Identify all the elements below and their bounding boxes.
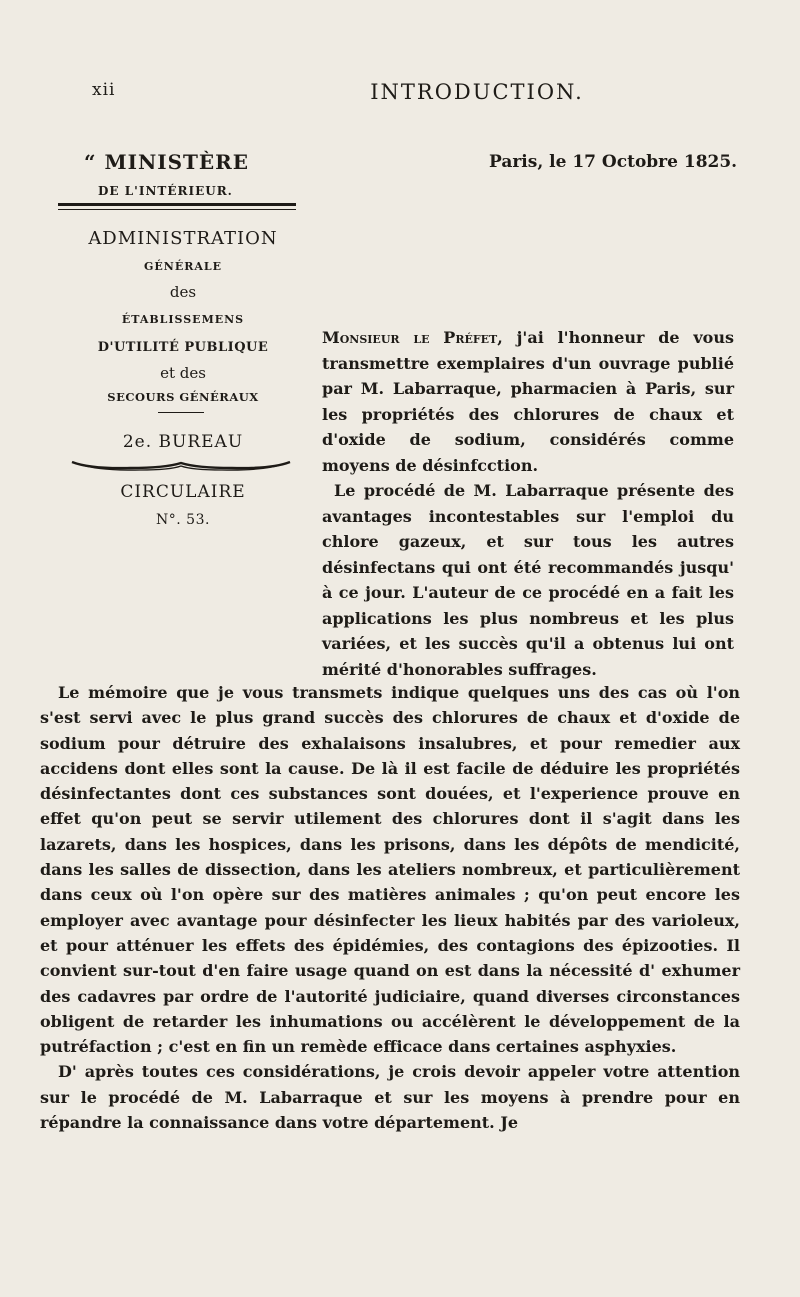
bureau-heading: 2e. BUREAU <box>122 432 244 452</box>
short-rule <box>158 412 204 413</box>
generale-heading: GÉNÉRALE <box>143 260 222 273</box>
circulaire-number: N°. 53. <box>156 512 210 528</box>
interieur-heading: DE L'INTÉRIEUR. <box>98 184 233 198</box>
letter-paragraph-4: D' après toutes ces considérations, je crois devoir appeler votre attention sur le procédé de M. Labarraque et sur les moyens à prendre pour en répandre la connaissance dans votre département. Je <box>40 1062 740 1133</box>
sender-block <box>58 150 318 528</box>
date-line: Paris, le 17 Octobre 1825. <box>489 152 738 172</box>
ornament-rule-icon <box>70 460 292 474</box>
divider-rule <box>58 203 296 206</box>
letter-opening <box>322 325 734 682</box>
salutation: Monsieur le Préfet, <box>322 328 503 347</box>
divider-rule-thin <box>58 209 296 210</box>
letter-body <box>40 680 740 1135</box>
administration-heading: ADMINISTRATION <box>88 228 278 249</box>
letter-paragraph-3: Le mémoire que je vous transmets indique quelques uns des cas où l'on s'est servi avec le plus grand succès des chlorures de chaux et d'oxide de sodium pour détruire des exhalaisons insalubres, et pour remedier aux accidens dont elles sont la cause. De là il est facile de déduire les propriétés désinfectantes dont ces substances sont douées, et l'experience prouve en effet qu'on peut se servir utilement des chlorures dont il s'agit dans les lazarets, dans les hospices, dans les prisons, dans les dépôts de mendicité, dans les salles de dissection, dans les ateliers nombreux, et particulièrement dans ceux où l'on opère sur des matières animales ; qu'on peut encore les employer avec avantage pour désinfecter les lieux habités par des varioleux, et pour atténuer les effets des épidémies, des contagions des épizooties. Il convient sur-tout d'en faire usage quand on est dans la nécessité d' exhumer des cadavres par ordre de l'autorité judiciaire, quand diverses circonstances obligent de retarder les inhumations ou accélèrent le développement de la putréfaction ; c'est en fin un remède efficace dans certaines asphyxies. <box>40 683 740 1057</box>
paragraph-1-text: j'ai l'honneur de vous transmettre exemplaires d'un ouvrage publié par M. Labarraque, pharmacien à Paris, sur les propriétés des chlorures de chaux et d'oxide de sodium, considérés comme moyens de désinfcction. <box>322 328 734 475</box>
etablissemens-heading: ÉTABLISSEMENS <box>121 313 245 326</box>
secours-heading: SECOURS GÉNÉRAUX <box>107 390 259 404</box>
letter-paragraph-1 <box>322 325 734 478</box>
utilite-heading: D'UTILITÉ PUBLIQUE <box>97 340 269 355</box>
ministere-heading: “ MINISTÈRE <box>84 150 250 174</box>
letter-paragraph-2: Le procédé de M. Labarraque présente des avantages incontestables sur l'emploi du chlore gazeux, et sur tous les autres désinfectans qui ont été recommandés jusqu' à ce jour. L'auteur de ce procédé en a fait les applications les plus nombreus et les plus variées, et les succès qu'il a obtenus lui ont mérité d'honorables suffrages. <box>322 481 734 679</box>
page-number: xii <box>92 80 116 100</box>
running-header <box>92 80 712 110</box>
et-des-text: et des <box>160 364 206 382</box>
circulaire-heading: CIRCULAIRE <box>120 482 246 502</box>
running-title: INTRODUCTION. <box>370 80 584 104</box>
des-text: des <box>169 283 197 301</box>
